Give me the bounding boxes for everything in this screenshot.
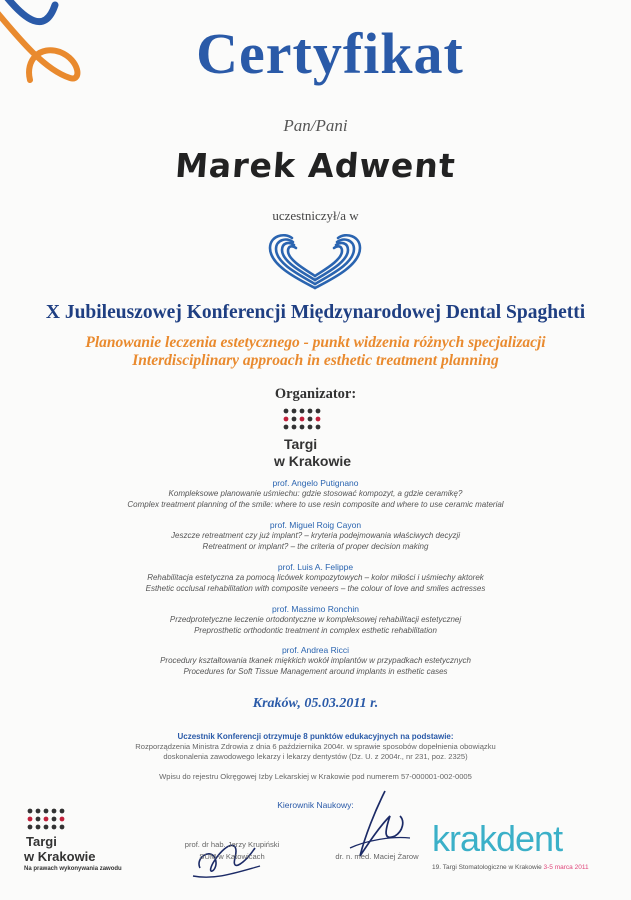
organizer-logo <box>268 408 368 470</box>
signatory-right-name: dr. n. med. Maciej Żarow <box>335 852 419 861</box>
education-basis-line2: doskonalenia zawodowego lekarzy i lekarzy dentystów (Dz. U. z 2004r., nr 231, poz. 2325) <box>163 752 468 761</box>
krakdent-tagline-text: 19. Targi Stomatologiczne w Krakowie <box>432 864 542 871</box>
salutation: Pan/Pani <box>283 116 348 135</box>
education-points-heading: Uczestnik Konferencji otrzymuje 8 punktów edukacyjnych na podstawie: <box>177 732 454 741</box>
dots-grid-icon <box>26 808 66 832</box>
organizer-logo-line1: Targi <box>284 436 318 452</box>
krakdent-tagline <box>432 864 589 871</box>
signatory-left-name: prof. dr hab. Jerzy Krupiński <box>184 840 280 849</box>
education-basis-line1: Rozporządzenia Ministra Zdrowia z dnia 6 października 2004r. w sprawie sposobów dopełnienia obowiązku <box>135 742 496 751</box>
krakdent-logo <box>432 818 612 878</box>
lecture-title-pl: Rehabilitacja estetyczna za pomocą licówek kompozytowych – kolor miłości i uśmiechy aktorek <box>147 573 484 582</box>
lecture-2 <box>0 520 631 552</box>
organizer-logo-line2: w Krakowie <box>274 453 352 469</box>
conference-subtitle-pl: Planowanie leczenia estetycznego - punkt widzenia różnych specjalizacji <box>85 334 546 351</box>
organizer-label: Organizator: <box>274 386 357 402</box>
lecture-title-en: Esthetic occlusal rehabilitation with composite veneers – the colour of love and smiles actresses <box>145 584 486 593</box>
dental-spaghetti-logo-icon <box>262 228 368 294</box>
conference-title: X Jubileuszowej Konferencji Międzynarodowej Dental Spaghetti <box>45 302 586 323</box>
lecture-title-en: Procedures for Soft Tissue Management around implants in esthetic cases <box>183 667 448 676</box>
krakdent-date: 3-5 marca 2011 <box>543 864 589 871</box>
lecture-title-pl: Jeszcze retreatment czy już implant? – kryteria podejmowania właściwych decyzji <box>171 531 460 540</box>
krakdent-wordmark: krakdent <box>432 818 563 859</box>
certificate-title: Certyfikat <box>196 21 464 86</box>
lecture-4 <box>0 604 631 636</box>
lecture-title-en: Complex treatment planning of the smile: where to use resin composite and where to use ceramic material <box>127 500 504 509</box>
lecture-title-pl: Przedprotetyczne leczenie ortodontyczne w kompleksowej rehabilitacji estetycznej <box>169 615 462 624</box>
lecture-title-en: Retreatment or implant? – the criteria of proper decision making <box>202 542 429 551</box>
lecture-title-pl: Procedury kształtowania tkanek miękkich wokół implantów w przypadkach estetycznych <box>160 656 471 665</box>
lecture-speaker: prof. Massimo Ronchin <box>272 604 359 614</box>
issue-date: Kraków, 05.03.2011 r. <box>252 696 379 711</box>
scientific-director-label: Kierownik Naukowy: <box>277 800 354 810</box>
decorative-swirl-icon <box>0 0 90 95</box>
attended-label: uczestniczył/a w <box>272 208 359 223</box>
footer-logo-note: Na prawach wykonywania zawodu <box>24 866 122 872</box>
lecture-5 <box>0 645 631 677</box>
lecture-1 <box>0 478 631 510</box>
lecture-title-en: Preprosthetic orthodontic treatment in complex esthetic rehabilitation <box>194 626 437 635</box>
conference-subtitle-en: Interdisciplinary approach in esthetic treatment planning <box>132 352 499 369</box>
lecture-speaker: prof. Miguel Roig Cayon <box>269 520 362 530</box>
lecture-3 <box>0 562 631 594</box>
lecture-speaker: prof. Angelo Putignano <box>272 478 359 488</box>
registry-entry: Wpisu do rejestru Okręgowej Izby Lekarskiej w Krakowie pod numerem 57-000001-002-0005 <box>159 772 472 781</box>
dots-grid-icon <box>282 408 322 432</box>
participant-name: Marek Adwent <box>173 146 458 185</box>
lecture-speaker: prof. Luis A. Felippe <box>277 562 354 572</box>
footer-logo-line1: Targi <box>26 834 57 849</box>
footer-logo-line2: w Krakowie <box>24 849 96 864</box>
lecture-title-pl: Kompleksowe planowanie uśmiechu: gdzie stosować kompozyt, a gdzie ceramikę? <box>168 489 463 498</box>
lecture-speaker: prof. Andrea Ricci <box>281 645 350 655</box>
signatory-left-affiliation: SUM w Katowicach <box>199 852 265 861</box>
